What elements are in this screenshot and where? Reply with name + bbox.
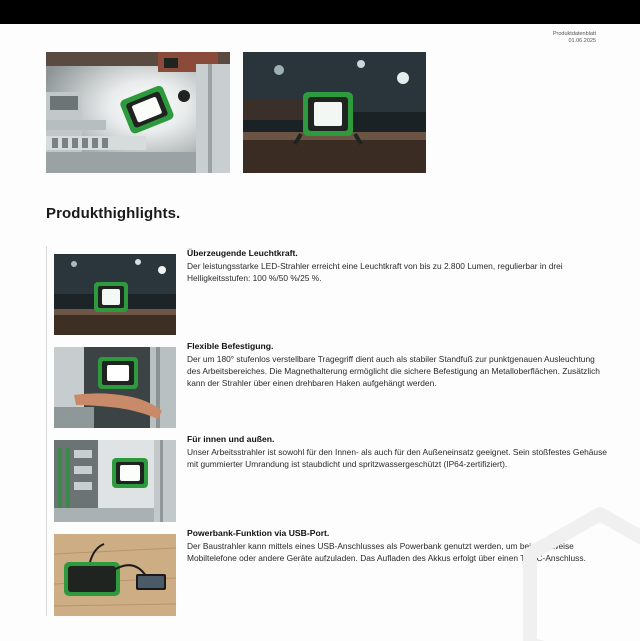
feature-text: Der Baustrahler kann mittels eines USB-Anschlusses als Powerbank genutzt werden, um beispielsweise Mobiltelefone oder andere Geräte aufzuladen. Das Aufladen des Akkus erfolgt über einen Typ-C-Anschluss.	[187, 540, 586, 563]
feature-mounting	[187, 341, 607, 389]
document-date: 01.06.2025	[568, 38, 596, 44]
feature-title: Überzeugende Leuchtkraft.	[187, 248, 298, 258]
feature-text: Der leistungsstarke LED-Strahler erreicht eine Leuchtkraft von bis zu 2.800 Lumen, regulierbar in drei Helligkeitsstufen: 100 %/50 %/25 %.	[187, 260, 563, 283]
feature-thumb-indoor-outdoor	[54, 440, 176, 522]
feature-indoor-outdoor	[187, 434, 607, 470]
feature-title: Für innen und außen.	[187, 434, 275, 444]
feature-title: Flexible Befestigung.	[187, 341, 274, 351]
hero-photo-cabinet	[46, 52, 230, 173]
feature-thumb-brightness	[54, 254, 176, 335]
feature-thumb-mounting	[54, 347, 176, 428]
background-watermark	[490, 494, 640, 641]
feature-text: Der um 180° stufenlos verstellbare Tragegriff dient auch als stabiler Standfuß zur punktgenauen Ausleuchtung des Arbeitsbereiches. Die Magnethalterung ermöglicht die sichere Befestigung an Metalloberflächen. Zusätzlich kann der Strahler über einen drehbaren Haken aufgehängt werden.	[187, 353, 600, 388]
document-type: Produktdatenblatt	[552, 31, 596, 37]
document-meta	[553, 31, 596, 45]
top-black-bar	[0, 0, 640, 24]
datasheet-page	[0, 24, 640, 641]
feature-text: Unser Arbeitsstrahler ist sowohl für den Innen- als auch für den Außeneinsatz geeignet. Sein stoßfestes Gehäuse mit gummierter Umrandung ist staubdicht und spritzwassergeschützt (IP64-zertifiziert).	[187, 446, 607, 469]
feature-powerbank	[187, 528, 607, 564]
section-title: Produkthighlights.	[46, 205, 181, 222]
vertical-divider	[46, 246, 47, 616]
feature-title: Powerbank-Funktion via USB-Port.	[187, 528, 330, 538]
feature-brightness	[187, 248, 607, 284]
feature-thumb-powerbank	[54, 534, 176, 616]
hero-photo-workbench	[243, 52, 426, 173]
